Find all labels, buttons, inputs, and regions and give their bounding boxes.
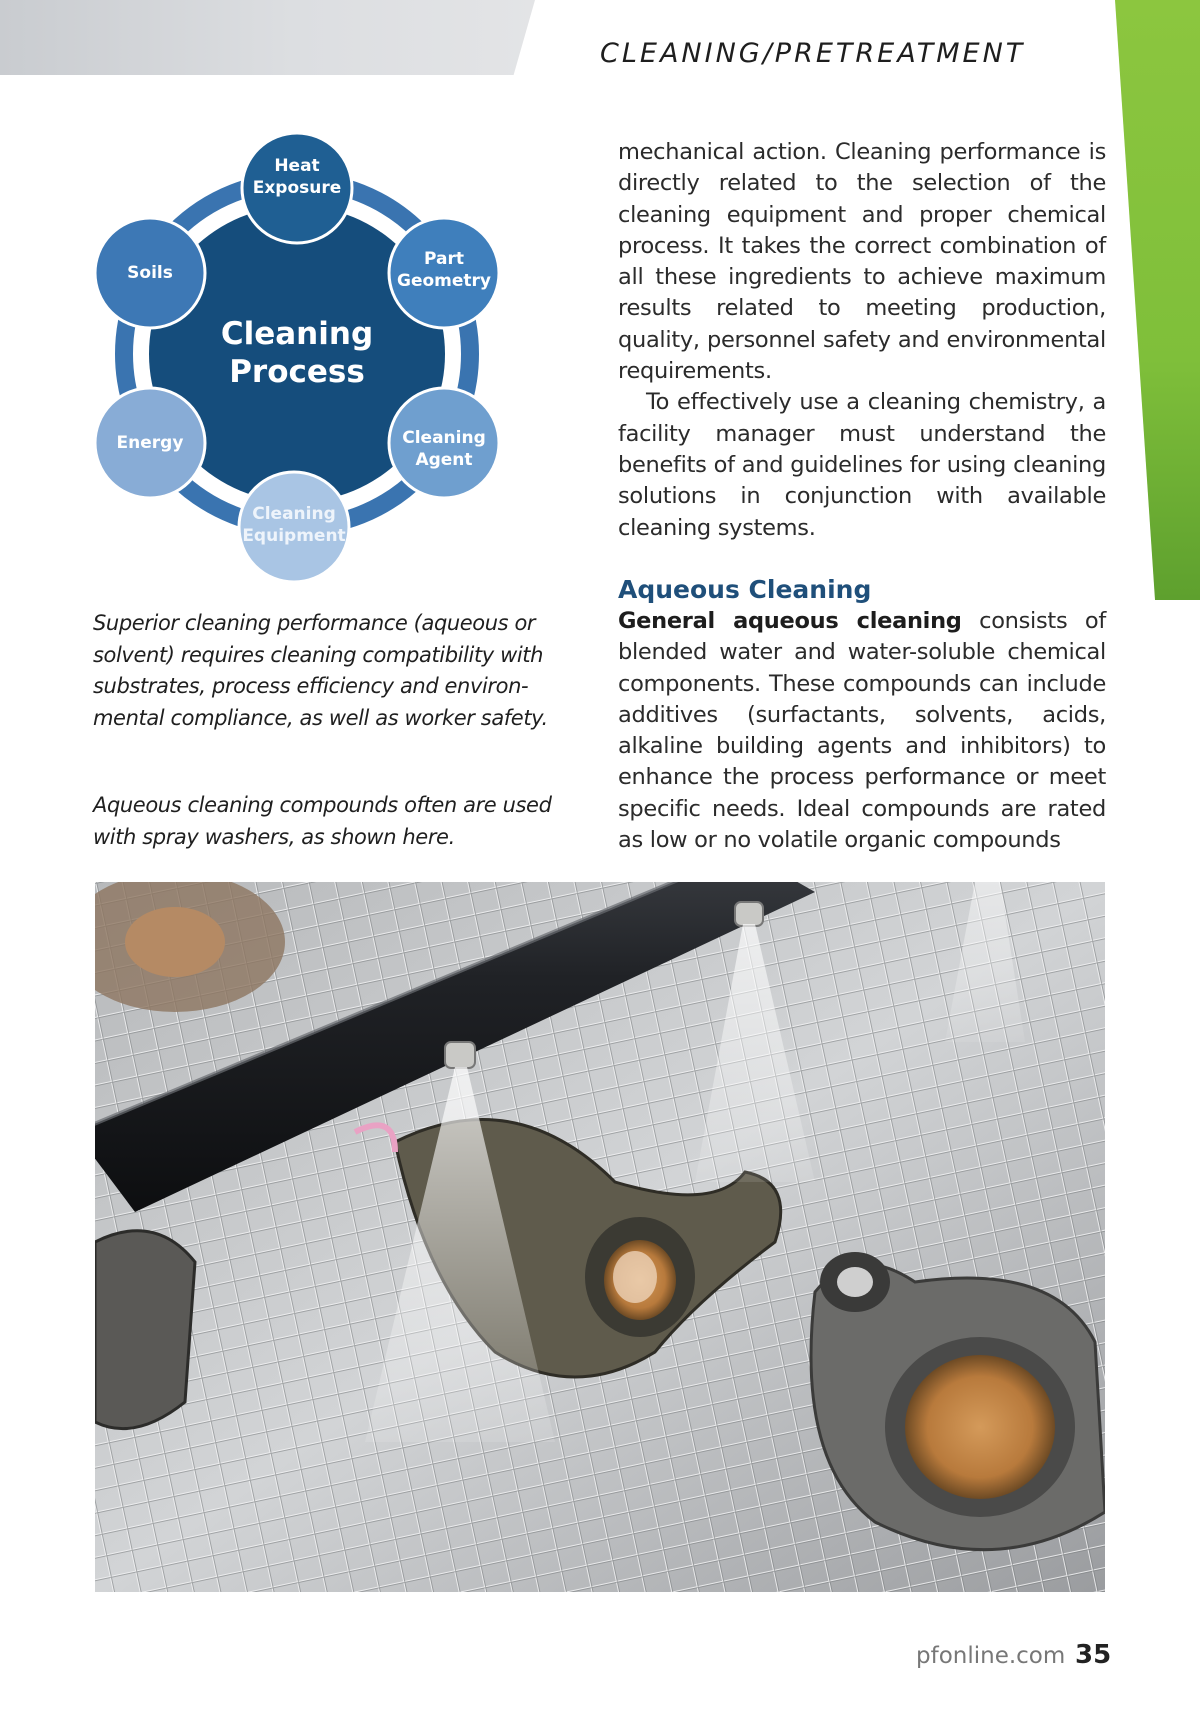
spray-washer-image [95,882,1105,1592]
cleaning-process-diagram [80,125,520,595]
aqueous-bold-lead: General aqueous cleaning [618,608,962,634]
node-label-soils: Soils [127,263,173,283]
paragraph-1: mechanical action. Cleaning performance is directly related to the selection of the cleaning equipment and proper chemical process. It takes the correct combination of all these ingredients to achieve maximum results related to meeting production, quality, personnel safety and environmental requirements. [618,139,1106,385]
node-label-cleaning-agent: Cleaning Agent [402,428,486,470]
aqueous-cleaning-heading: Aqueous Cleaning [618,575,872,604]
body-text-aqueous [618,606,1106,856]
node-label-energy: Energy [116,433,184,453]
body-text-top [618,137,1106,544]
paragraph-2: To effectively use a cleaning chemistry, a facility manager must understand the benefits of and guidelines for using cleaning solutions in conjunction with available cleaning systems. [618,389,1106,541]
node-label-part-geometry: Part Geometry [397,249,491,291]
section-title: CLEANING/PRETREATMENT [600,38,1026,69]
page-number: 35 [1075,1640,1112,1670]
diagram-caption: Superior cleaning performance (aqueous or solvent) requires cleaning compatibility with substrates, process efficiency and environmental compliance, as well as worker safety. [93,611,548,730]
footer-website: pfonline.com [916,1643,1066,1669]
paragraph-3 [618,606,1106,856]
node-label-heat-exposure: Heat Exposure [252,156,342,198]
diagram-center-label: Cleaning Process [220,316,374,390]
node-label-cleaning-equipment: Cleaning Equipment [242,504,346,546]
header-bar [0,0,535,75]
spray-washer-photo [95,882,1105,1592]
green-accent-stripe [1115,0,1200,600]
photo-caption: Aqueous cleaning compounds often are used with spray washers, as shown here. [93,793,552,849]
aqueous-text: consists of blended water and water-soluble chemical components. These compounds can include additives (surfactants, solvents, acids, alkaline building agents and inhibitors) to enhance the process performance or meet specific needs. Ideal compounds are rated as low or no volatile organic compounds [618,608,1106,854]
